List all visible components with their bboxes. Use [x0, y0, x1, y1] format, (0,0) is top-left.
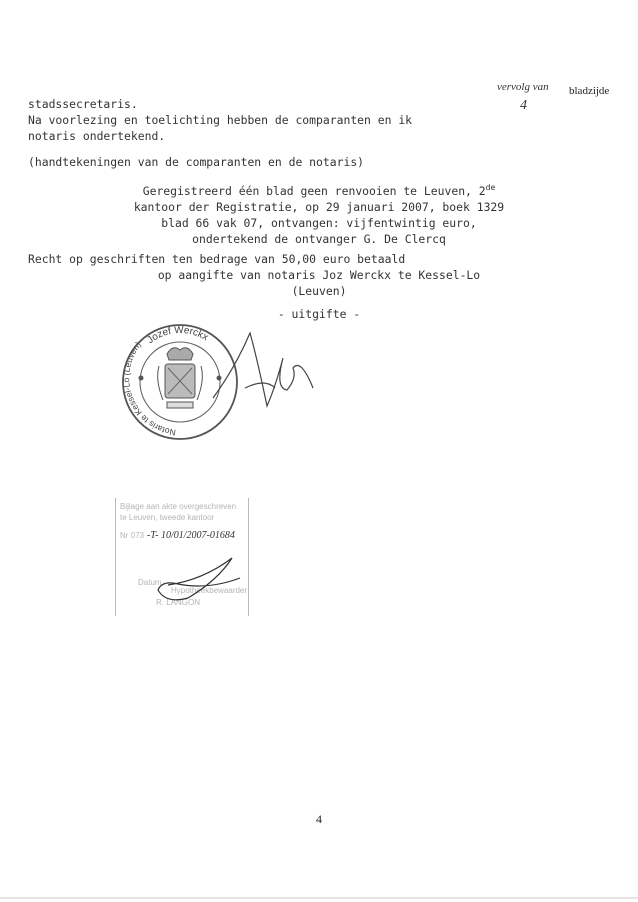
text-line: Na voorlezing en toelichting hebben de comparanten en ik — [28, 113, 413, 127]
text-line: notaris ondertekend. — [28, 129, 166, 143]
fee-line-3: (Leuven) — [291, 284, 347, 298]
seal-ring-text: Notaris te Kessel-Lo (Leuven) — [121, 339, 177, 438]
stamp-line-4: Datum — [138, 578, 162, 587]
stamp-line-1: Bijlage aan akte overgeschreven — [120, 502, 237, 511]
page-header-label: bladzijde — [569, 85, 610, 97]
registration-line-2: kantoor der Registratie, op 29 januari 2007, boek 1329 — [133, 200, 505, 214]
stamp-line-6: R. LANGON — [156, 598, 201, 607]
text-line: stadssecretaris. — [28, 97, 138, 111]
seal-top-text: Jozef Werckx — [145, 324, 210, 347]
notary-signature — [205, 328, 325, 418]
stamp-line-5: Hypotheekbewaarder — [171, 586, 248, 595]
registration-line-4: ondertekend de ontvanger G. De Clercq — [192, 232, 446, 246]
page-number: 4 — [316, 812, 322, 826]
registration-line-3: blad 66 vak 07, ontvangen: vijfentwintig euro, — [161, 216, 477, 230]
issue-label: - uitgifte - — [277, 307, 361, 321]
fee-line-2: op aangifte van notaris Joz Werckx te Kessel-Lo — [157, 268, 481, 282]
stamp-line-2: te Leuven, tweede kantoor — [120, 513, 215, 522]
signatures-note: (handtekeningen van de comparanten en de notaris) — [28, 155, 365, 169]
fee-line-1: Recht op geschriften ten bedrage van 50,00 euro betaald — [28, 252, 406, 266]
page-bottom-edge — [0, 897, 638, 899]
stamp-line-3: Nr 073 -T- 10/01/2007-01684 — [120, 530, 235, 541]
handwritten-page-mark: 4 — [520, 98, 527, 113]
handwritten-header-note: vervolg van — [497, 81, 549, 93]
registration-line-1: Geregistreerd één blad geen renvooien te Leuven, 2de — [142, 183, 496, 198]
stamp-signature — [148, 540, 248, 610]
